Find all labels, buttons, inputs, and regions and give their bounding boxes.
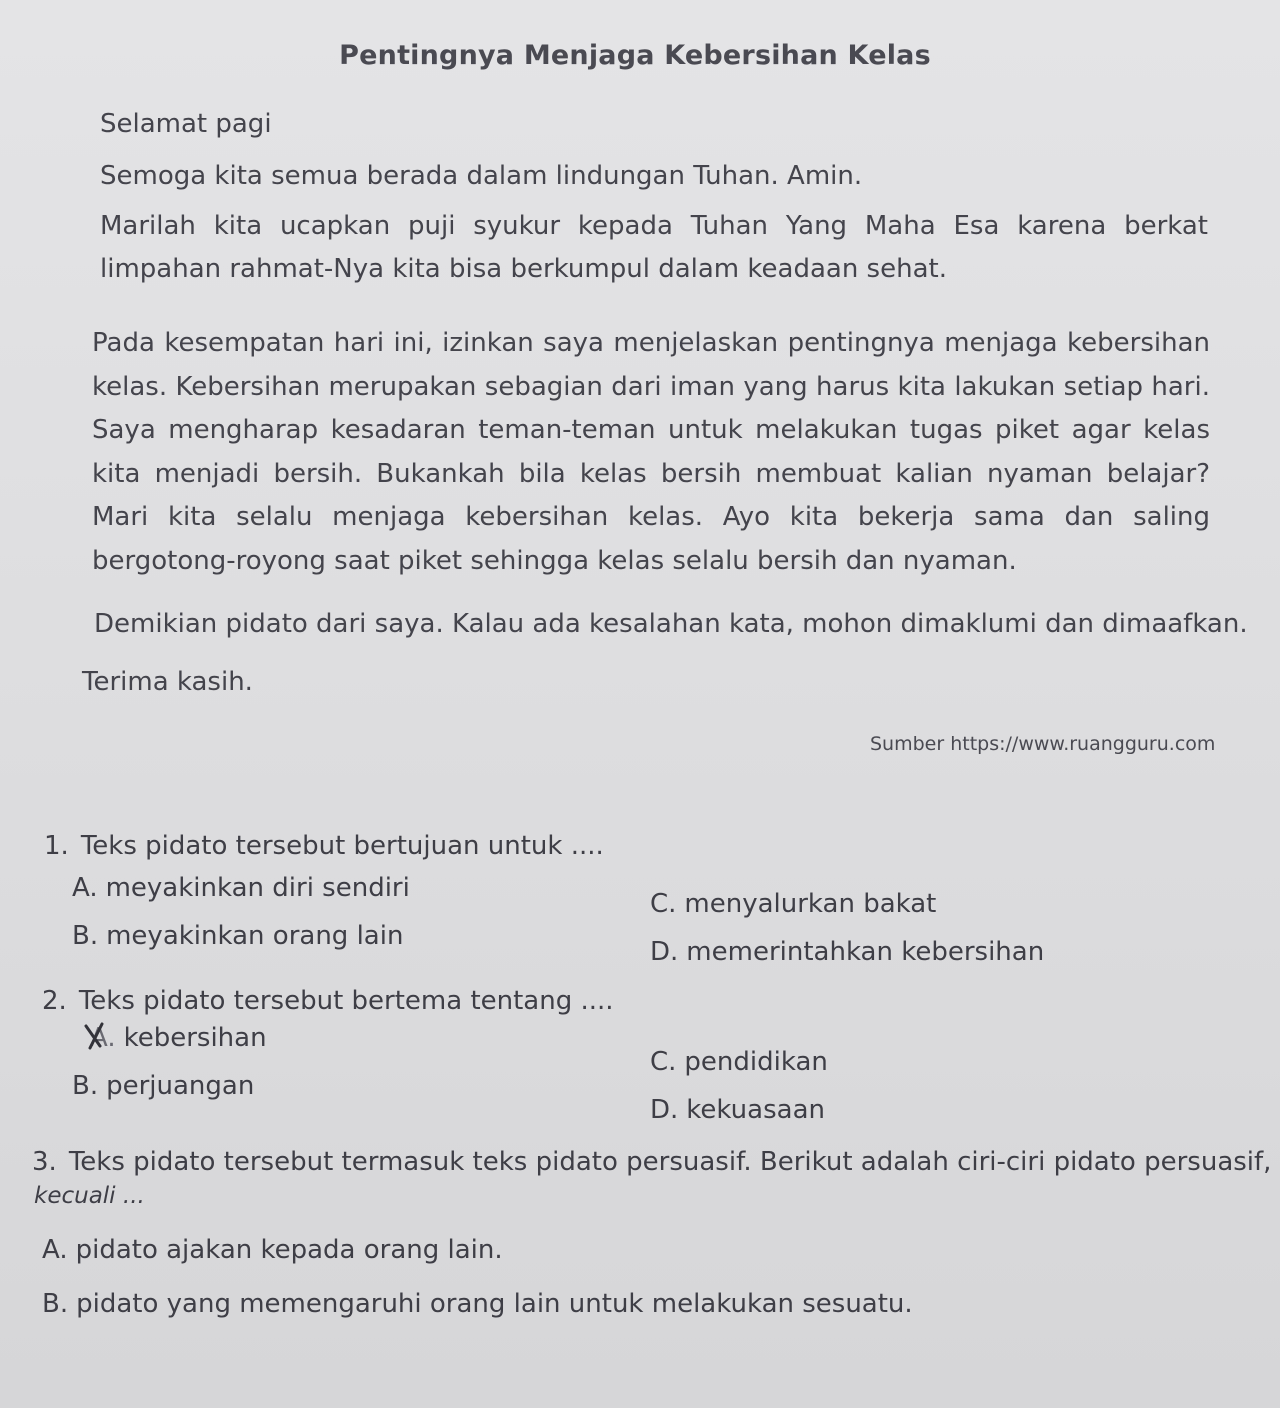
option-letter: C.	[650, 1047, 677, 1077]
question-text: Teks pidato tersebut bertujuan untuk ....	[80, 831, 604, 861]
question-text: Teks pidato tersebut termasuk teks pidato persuasif. Berikut adalah ciri-ciri pidato persuasif,	[68, 1147, 1272, 1177]
option-2d[interactable]	[650, 1094, 825, 1126]
option-letter: B.	[42, 1289, 69, 1319]
option-text: menyalurkan bakat	[684, 889, 937, 919]
option-letter: A.	[72, 873, 98, 903]
option-1b[interactable]	[72, 920, 403, 952]
option-letter: A.	[90, 1023, 116, 1053]
option-letter: B.	[72, 1071, 99, 1101]
main-paragraph: Pada kesempatan hari ini, izinkan saya menjelaskan pentingnya menjaga kebersihan kelas. Kebersihan merupakan sebagian dari iman yang harus kita lakukan setiap hari. Saya mengharap kesadaran teman-teman untuk melakukan tugas piket agar kelas kita menjadi bersih. Bukankah bila kelas bersih membuat kalian nyaman belajar? Mari kita selalu menjaga kebersihan kelas. Ayo kita bekerja sama dan saling bergotong-royong saat piket sehingga kelas selalu bersih dan nyaman.	[92, 328, 1210, 576]
option-text: pidato yang memengaruhi orang lain untuk melakukan sesuatu.	[76, 1289, 913, 1319]
option-text: meyakinkan orang lain	[106, 921, 404, 951]
option-2c[interactable]	[650, 1046, 828, 1078]
option-1a[interactable]	[72, 872, 410, 904]
question-number: 1.	[44, 831, 69, 861]
source-citation: Sumber https://www.ruangguru.com	[870, 733, 1216, 755]
closing-line: Demikian pidato dari saya. Kalau ada kesalahan kata, mohon dimaklumi dan dimaafkan.	[94, 609, 1248, 639]
option-3b[interactable]	[42, 1288, 913, 1320]
option-text: meyakinkan diri sendiri	[105, 873, 410, 903]
thanks-paragraph: Marilah kita ucapkan puji syukur kepada Tuhan Yang Maha Esa karena berkat limpahan rahmat-Nya kita bisa berkumpul dalam keadaan sehat.	[100, 211, 1208, 284]
option-text: memerintahkan kebersihan	[686, 937, 1045, 967]
question-3-continuation: kecuali ...	[34, 1183, 145, 1209]
question-text: Teks pidato tersebut bertema tentang ....	[78, 986, 614, 1016]
blessing-line: Semoga kita semua berada dalam lindungan Tuhan. Amin.	[100, 161, 863, 191]
thanks-line: Terima kasih.	[82, 667, 253, 697]
greeting: Selamat pagi	[100, 109, 272, 139]
question-number: 2.	[42, 986, 67, 1016]
question-2	[42, 985, 614, 1017]
option-text: pendidikan	[684, 1047, 828, 1077]
option-text: kekuasaan	[686, 1095, 825, 1125]
option-1c[interactable]	[650, 888, 936, 920]
option-letter: C.	[650, 889, 677, 919]
option-1d[interactable]	[650, 936, 1044, 968]
question-1	[44, 830, 604, 862]
option-letter: D.	[650, 937, 679, 967]
question-number: 3.	[32, 1147, 57, 1177]
option-letter: A.	[42, 1235, 68, 1265]
option-3a[interactable]	[42, 1234, 503, 1266]
pen-check-mark-icon	[84, 1022, 120, 1050]
option-text: kebersihan	[123, 1023, 267, 1053]
option-text: perjuangan	[106, 1071, 255, 1101]
option-letter: B.	[72, 921, 99, 951]
option-letter: D.	[650, 1095, 679, 1125]
option-2b[interactable]	[72, 1070, 254, 1102]
page-title: Pentingnya Menjaga Kebersihan Kelas	[339, 40, 931, 71]
option-text: pidato ajakan kepada orang lain.	[75, 1235, 503, 1265]
question-3	[32, 1146, 1271, 1178]
